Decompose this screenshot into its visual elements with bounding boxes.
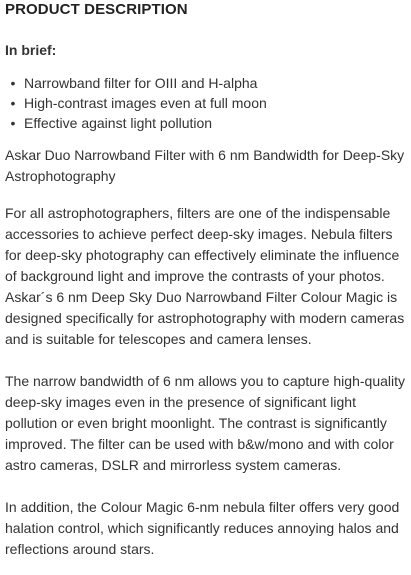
list-item-text: High-contrast images even at full moon <box>24 95 267 111</box>
description-paragraph: For all astrophotographers, filters are one of the indispensable accessories to achieve perfect deep-sky images. Nebula filters for deep-sky photography can effectively eliminate the influence of background light and improve the contrasts of your photos. Askar´s 6 nm Deep Sky Duo Narrowband Filter Colour Magic is designed specifically for astrophotography with modern cameras and is suitable for telescopes and camera lenses. <box>5 205 405 347</box>
bullet-icon: • <box>10 95 16 111</box>
intro-paragraph: Askar Duo Narrowband Filter with 6 nm Bandwidth for Deep-Sky Astrophotography <box>5 147 405 184</box>
description-paragraph: In addition, the Colour Magic 6-nm nebula filter offers very good halation control, which significantly reduces annoying halos and reflections around stars. <box>5 499 400 557</box>
bullet-icon: • <box>10 75 16 91</box>
list-item <box>5 113 411 133</box>
list-item <box>5 73 411 93</box>
brief-list <box>5 73 411 133</box>
description-paragraph: The narrow bandwidth of 6 nm allows you to capture high-quality deep-sky images even in the presence of significant light pollution or even bright moonlight. The contrast is significantly improved. The filter can be used with b&w/mono and with color astro cameras, DSLR and mirrorless system cameras. <box>5 373 405 473</box>
list-item-text: Narrowband filter for OIII and H-alpha <box>24 75 258 91</box>
brief-heading: In brief: <box>5 42 57 58</box>
list-item <box>5 93 411 113</box>
list-item-text: Effective against light pollution <box>24 115 213 131</box>
bullet-icon: • <box>10 115 16 131</box>
section-title: PRODUCT DESCRIPTION <box>5 1 188 18</box>
